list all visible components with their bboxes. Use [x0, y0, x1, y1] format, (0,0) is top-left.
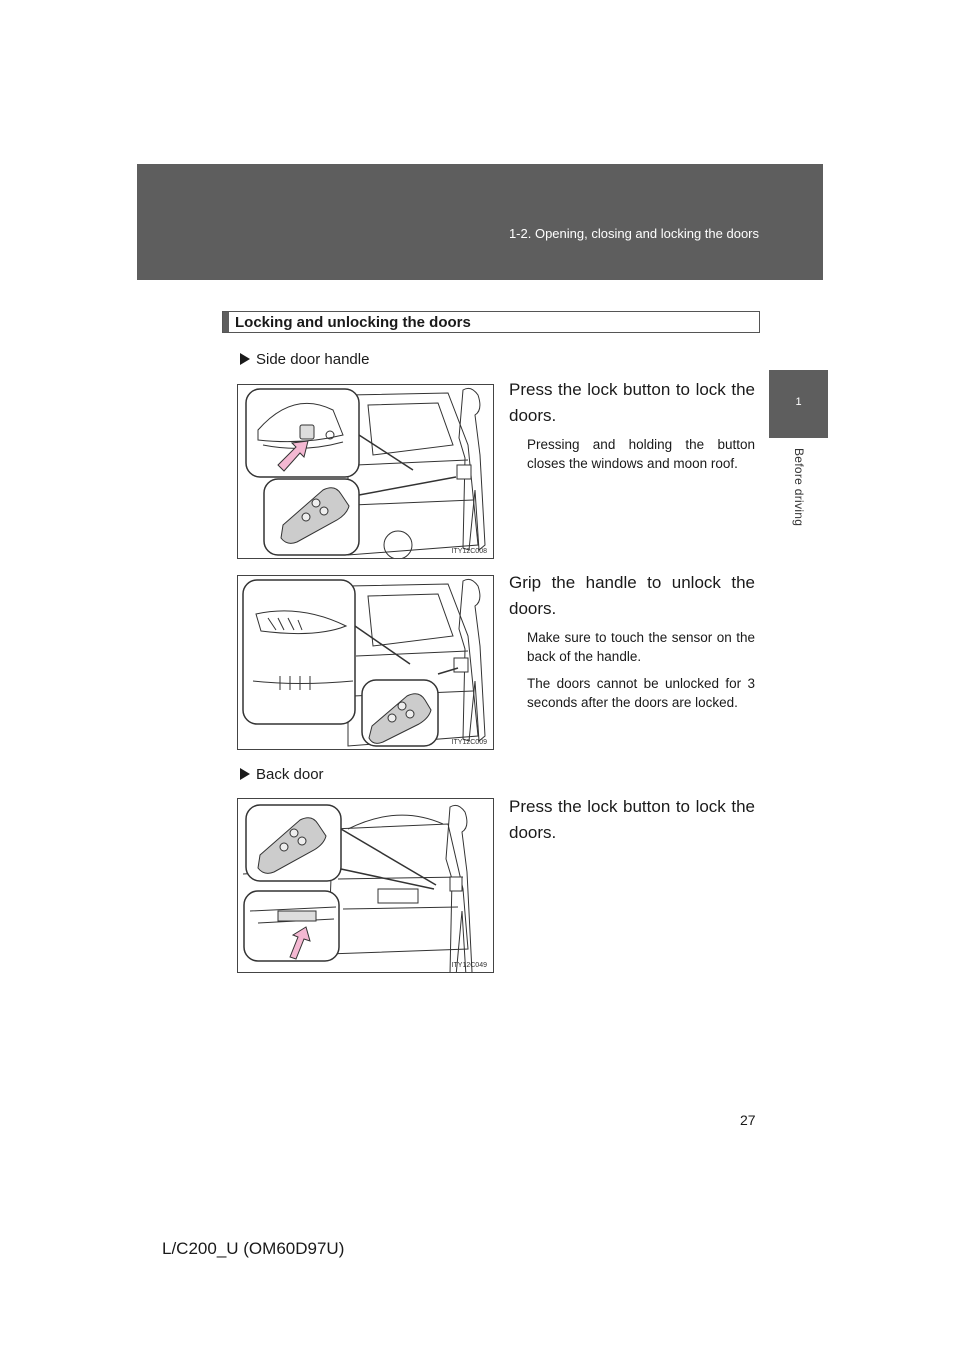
section-heading-text: Locking and unlocking the doors: [235, 314, 471, 331]
subheading-text: Back door: [256, 766, 324, 783]
subheading-side-door: [240, 351, 369, 368]
section-header-title: 1-2. Opening, closing and locking the doors: [508, 226, 759, 241]
figure-code: ITY12C049: [451, 962, 487, 969]
chapter-label: Before driving: [792, 448, 806, 527]
lock-back-door-drawing: [238, 799, 494, 973]
unlock-note-2: The doors cannot be unlocked for 3 seconds after the doors are locked.: [527, 676, 755, 710]
figure-code: ITY12C008: [451, 548, 487, 555]
illustration-lock-back-door: [237, 798, 494, 973]
page-number: 27: [740, 1112, 756, 1128]
section-heading-bar: [223, 312, 229, 332]
unlock-side-door-drawing: [238, 576, 494, 750]
footer-model-code: L/C200_U (OM60D97U): [162, 1239, 345, 1258]
lock-note: Pressing and holding the button closes the windows and moon roof.: [527, 437, 755, 471]
subheading-back-door: [240, 766, 324, 783]
header-band: [137, 164, 823, 280]
section-heading: [222, 311, 760, 333]
chapter-number: 1: [795, 396, 802, 408]
illustration-unlock-side-door: [237, 575, 494, 750]
triangle-bullet-icon: [240, 768, 250, 780]
back-door-instruction: Press the lock button to lock the doors.: [509, 797, 755, 842]
illustration-lock-side-door: [237, 384, 494, 559]
figure-code: ITY12C009: [451, 739, 487, 746]
lock-instruction: Press the lock button to lock the doors.: [509, 380, 755, 425]
chapter-tab: [769, 370, 828, 438]
lock-side-door-drawing: [238, 385, 494, 559]
unlock-note-1: Make sure to touch the sensor on the back of the handle.: [527, 630, 755, 664]
triangle-bullet-icon: [240, 353, 250, 365]
subheading-text: Side door handle: [256, 351, 370, 368]
unlock-instruction: Grip the handle to unlock the doors.: [509, 573, 755, 618]
